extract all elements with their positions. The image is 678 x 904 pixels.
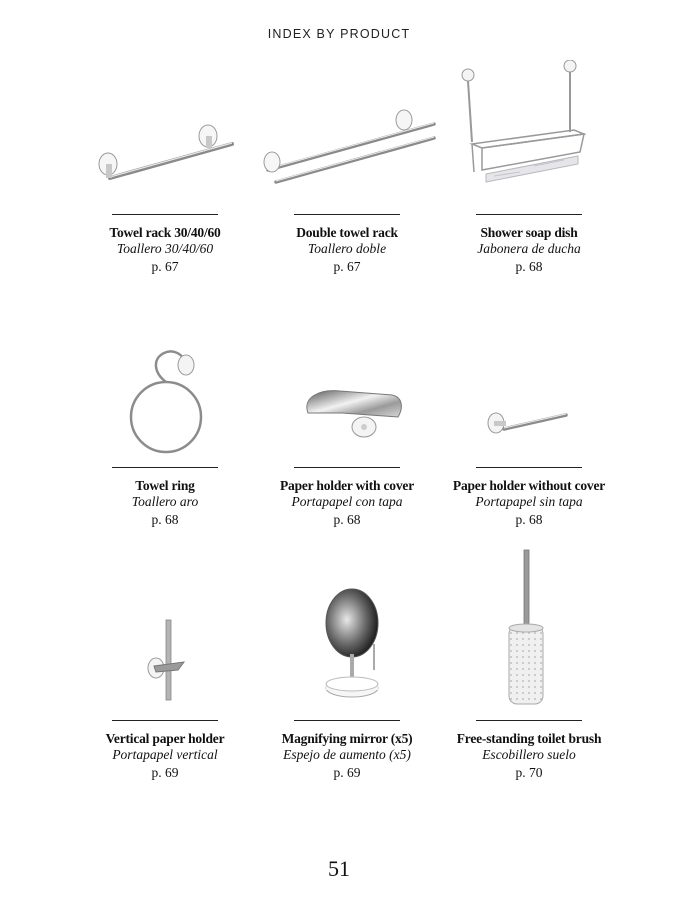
product-page: p. 67 — [151, 259, 179, 274]
product-shower-soap-dish — [424, 60, 634, 290]
product-name-es: Portapapel con tapa — [291, 494, 403, 509]
page-title: INDEX BY PRODUCT — [267, 27, 411, 41]
product-toilet-brush — [424, 566, 634, 796]
divider — [294, 720, 400, 721]
magnifying-mirror-icon — [242, 566, 452, 716]
divider — [112, 720, 218, 721]
product-name: Free-standing toilet brush — [456, 731, 602, 746]
paper-holder-cover-icon — [242, 313, 452, 463]
product-name-es: Portapapel sin tapa — [475, 494, 583, 509]
product-name-es: Espejo de aumento (x5) — [283, 747, 411, 762]
product-page: p. 68 — [515, 512, 543, 527]
divider — [112, 467, 218, 468]
product-name: Shower soap dish — [480, 225, 578, 240]
product-name: Vertical paper holder — [105, 731, 225, 746]
divider — [294, 467, 400, 468]
product-name: Paper holder without cover — [452, 478, 606, 493]
paper-holder-icon — [424, 313, 634, 463]
product-page: p. 68 — [515, 259, 543, 274]
divider — [476, 214, 582, 215]
product-name: Paper holder with cover — [279, 478, 414, 493]
product-name: Double towel rack — [296, 225, 398, 240]
product-name-es: Jabonera de ducha — [477, 241, 581, 256]
vertical-paper-holder-icon — [60, 566, 270, 716]
product-page: p. 69 — [333, 765, 361, 780]
product-page: p. 70 — [515, 765, 543, 780]
product-page: p. 68 — [333, 512, 361, 527]
product-page: p. 68 — [151, 512, 179, 527]
towel-rack-icon — [60, 60, 270, 210]
product-name: Towel ring — [135, 478, 195, 493]
shower-soap-dish-icon — [424, 60, 634, 210]
product-name: Towel rack 30/40/60 — [109, 225, 221, 240]
product-page: p. 69 — [151, 765, 179, 780]
product-name-es: Portapapel vertical — [112, 747, 218, 762]
product-name: Magnifying mirror (x5) — [281, 731, 413, 746]
divider — [112, 214, 218, 215]
towel-ring-icon — [60, 313, 270, 463]
divider — [294, 214, 400, 215]
product-name-es: Toallero 30/40/60 — [116, 241, 214, 256]
divider — [476, 720, 582, 721]
divider — [476, 467, 582, 468]
product-paper-holder-without-cover — [424, 313, 634, 543]
double-towel-rack-icon — [242, 60, 452, 210]
product-name-es: Toallero doble — [307, 241, 387, 256]
toilet-brush-icon — [424, 546, 634, 716]
product-page: p. 67 — [333, 259, 361, 274]
product-name-es: Escobillero suelo — [482, 747, 576, 762]
product-name-es: Toallero aro — [131, 494, 199, 509]
page-number: 51 — [328, 856, 350, 881]
